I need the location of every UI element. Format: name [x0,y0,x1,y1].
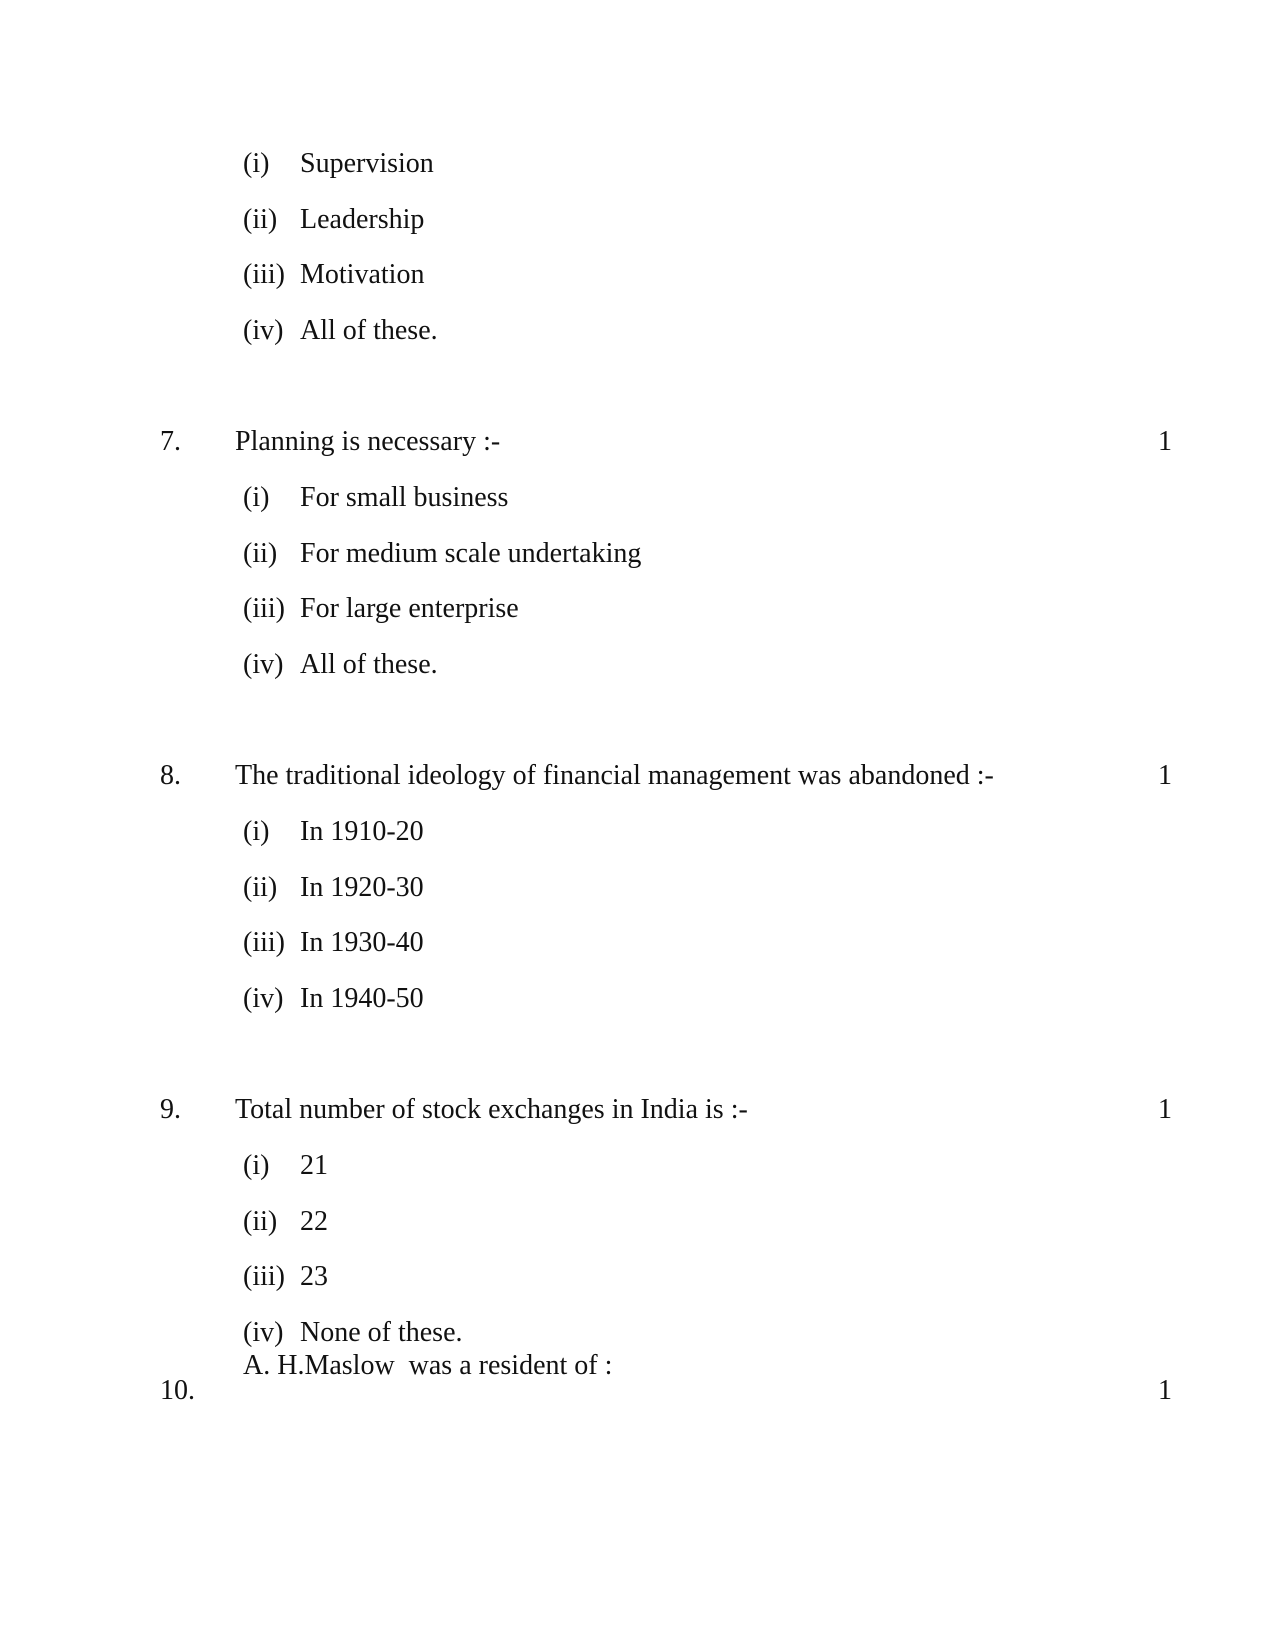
question-marks: 1 [1158,760,1172,791]
option-text: All of these. [300,315,438,346]
option-numeral: (iii) [243,259,285,290]
option-numeral: (iv) [243,1317,284,1348]
option-item [243,649,438,681]
option-item [243,1317,463,1349]
question-number: 8. [160,760,181,791]
option-numeral: (i) [243,482,270,513]
option-numeral: (iv) [243,649,284,680]
option-text: For medium scale undertaking [300,538,642,569]
option-item [243,482,508,514]
option-item [243,538,641,570]
option-item [243,315,438,347]
option-text: Supervision [300,148,434,179]
option-numeral: (i) [243,148,270,179]
option-text: 23 [300,1261,328,1292]
option-item [243,204,424,236]
option-text: In 1920-30 [300,872,424,903]
question-text: A. H.Maslow was a resident of : [243,1350,613,1381]
option-numeral: (iii) [243,927,285,958]
option-text: For large enterprise [300,593,519,624]
option-text: Leadership [300,204,425,235]
question-text: Total number of stock exchanges in India is :- [235,1094,748,1125]
option-item [243,1261,328,1293]
option-item [243,872,424,904]
question-text: Planning is necessary :- [235,426,501,457]
option-item [243,983,424,1015]
option-item [243,1206,328,1238]
question-number: 7. [160,426,181,457]
option-numeral: (ii) [243,1206,278,1237]
option-numeral: (iv) [243,315,284,346]
question-marks: 1 [1158,426,1172,457]
option-item [243,593,519,625]
option-item [243,1150,328,1182]
option-text: In 1910-20 [300,816,424,847]
option-text: None of these. [300,1317,463,1348]
option-text: 22 [300,1206,328,1237]
question-marks: 1 [1158,1094,1172,1125]
option-numeral: (iii) [243,1261,285,1292]
option-text: For small business [300,482,509,513]
option-item [243,816,424,848]
question-number: 9. [160,1094,181,1125]
option-numeral: (iii) [243,593,285,624]
option-text: Motivation [300,259,425,290]
option-text: In 1940-50 [300,983,424,1014]
option-text: 21 [300,1150,328,1181]
option-item [243,259,424,291]
question-number: 10. [160,1375,195,1406]
option-numeral: (i) [243,1150,270,1181]
option-numeral: (iv) [243,983,284,1014]
question-marks: 1 [1158,1375,1172,1406]
option-numeral: (ii) [243,872,278,903]
option-text: In 1930-40 [300,927,424,958]
option-text: All of these. [300,649,438,680]
option-numeral: (ii) [243,538,278,569]
option-item [243,927,424,959]
option-numeral: (i) [243,816,270,847]
option-item [243,148,434,180]
option-numeral: (ii) [243,204,278,235]
question-text: The traditional ideology of financial management was abandoned :- [235,760,994,791]
